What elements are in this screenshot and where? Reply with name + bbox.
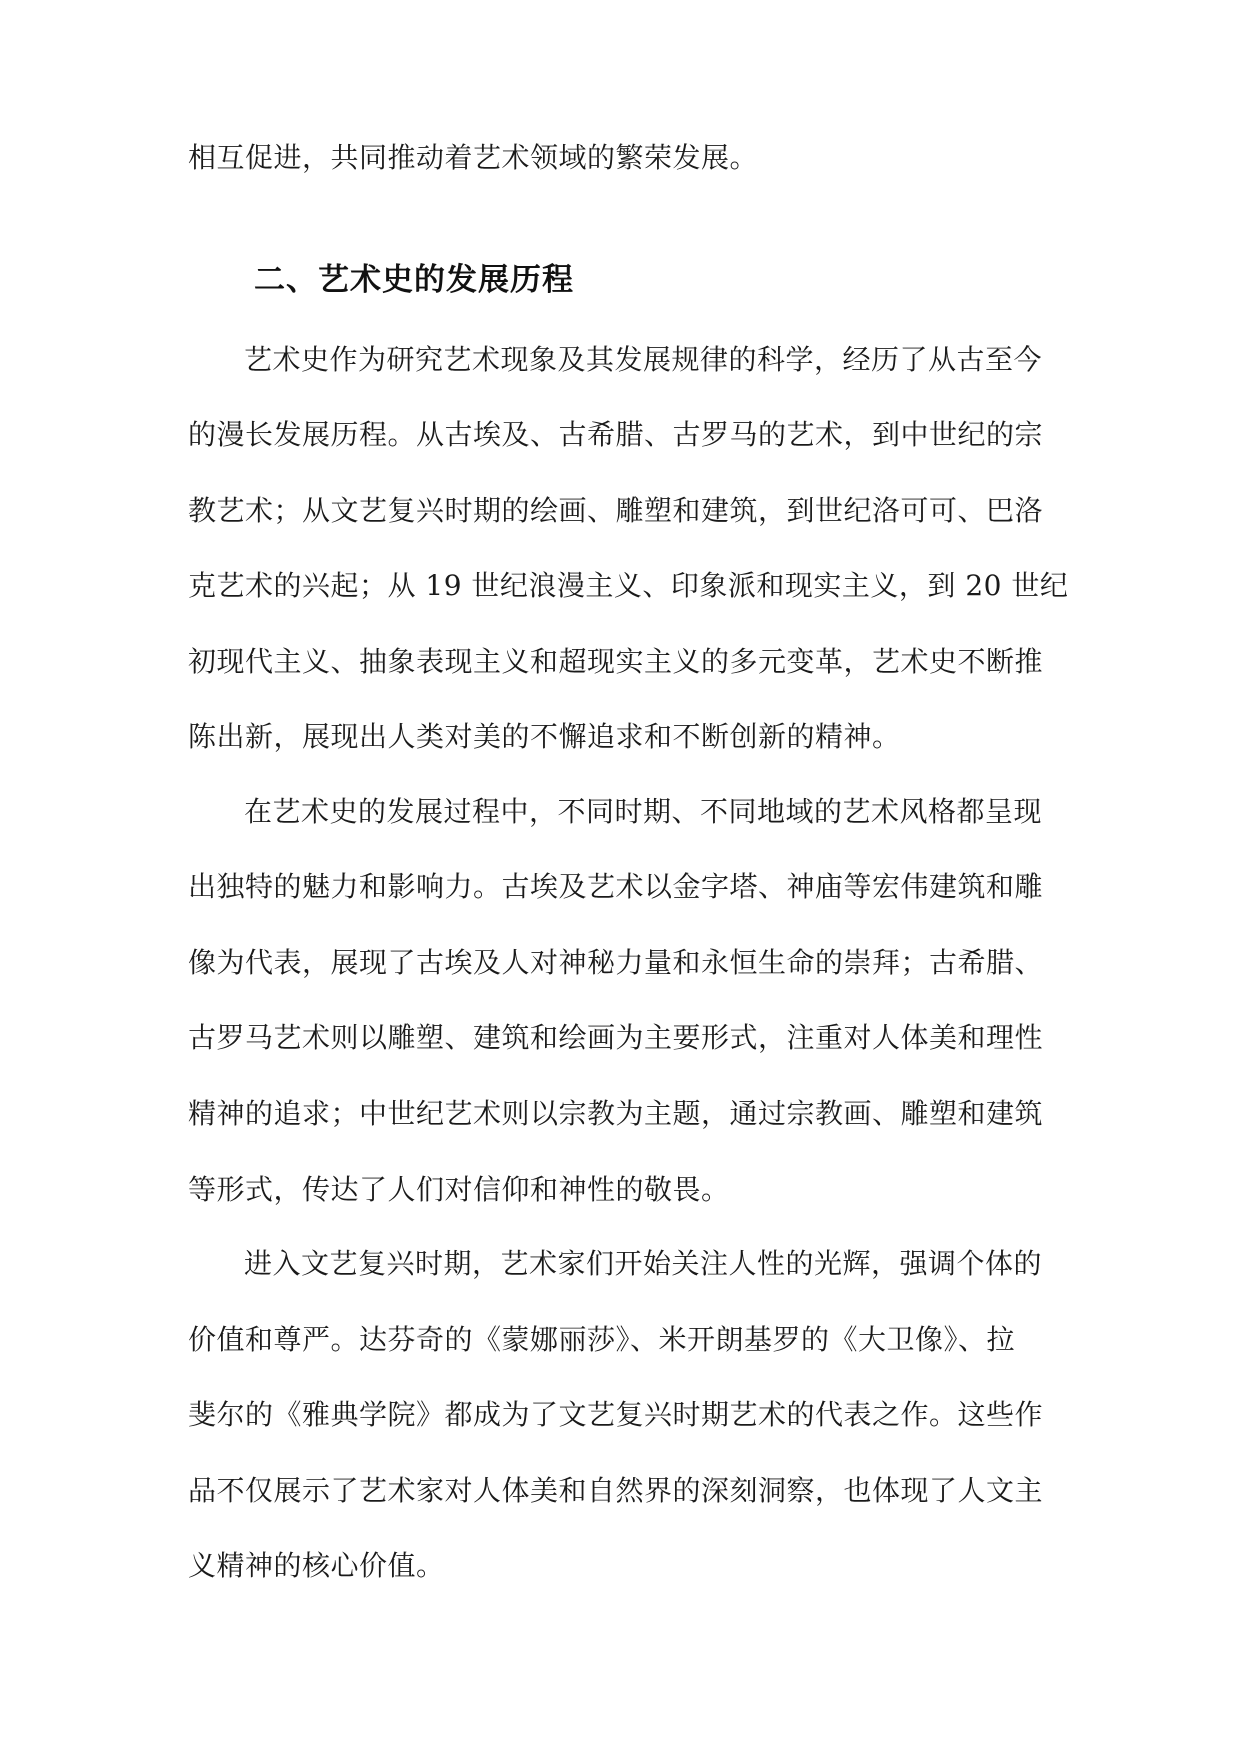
paragraph-line: 初现代主义、抽象表现主义和超现实主义的多元变革，艺术史不断推 [188,645,1044,678]
paragraph-line: 教艺术；从文艺复兴时期的绘画、雕塑和建筑，到世纪洛可可、巴洛 [188,494,1044,527]
paragraph-line: 进入文艺复兴时期，艺术家们开始关注人性的光辉，强调个体的 [244,1247,1043,1280]
continuation-text-line: 相互促进，共同推动着艺术领域的繁荣发展。 [188,141,759,174]
paragraph-line: 价值和尊严。达芬奇的《蒙娜丽莎》、米开朗基罗的《大卫像》、拉 [188,1323,1016,1356]
paragraph-line: 艺术史作为研究艺术现象及其发展规律的科学，经历了从古至今 [244,343,1043,376]
paragraph-line: 品不仅展示了艺术家对人体美和自然界的深刻洞察，也体现了人文主 [188,1474,1044,1507]
paragraph-line: 斐尔的《雅典学院》都成为了文艺复兴时期艺术的代表之作。这些作 [188,1398,1044,1431]
paragraph-line: 精神的追求；中世纪艺术则以宗教为主题，通过宗教画、雕塑和建筑 [188,1097,1044,1130]
paragraph-line: 古罗马艺术则以雕塑、建筑和绘画为主要形式，注重对人体美和理性 [188,1021,1044,1054]
paragraph-line: 义精神的核心价值。 [188,1549,445,1582]
paragraph-line: 陈出新，展现出人类对美的不懈追求和不断创新的精神。 [188,720,901,753]
paragraph-line: 等形式，传达了人们对信仰和神性的敬畏。 [188,1173,730,1206]
paragraph-line: 像为代表，展现了古埃及人对神秘力量和永恒生命的崇拜；古希腊、 [188,946,1044,979]
paragraph-line: 克艺术的兴起；从 19 世纪浪漫主义、印象派和现实主义，到 20 世纪 [188,569,1069,602]
paragraph-line: 在艺术史的发展过程中，不同时期、不同地域的艺术风格都呈现 [244,795,1043,828]
paragraph-line: 的漫长发展历程。从古埃及、古希腊、古罗马的艺术，到中世纪的宗 [188,418,1044,451]
paragraph-line: 出独特的魅力和影响力。古埃及艺术以金字塔、神庙等宏伟建筑和雕 [188,870,1044,903]
section-heading: 二、艺术史的发展历程 [254,262,574,298]
